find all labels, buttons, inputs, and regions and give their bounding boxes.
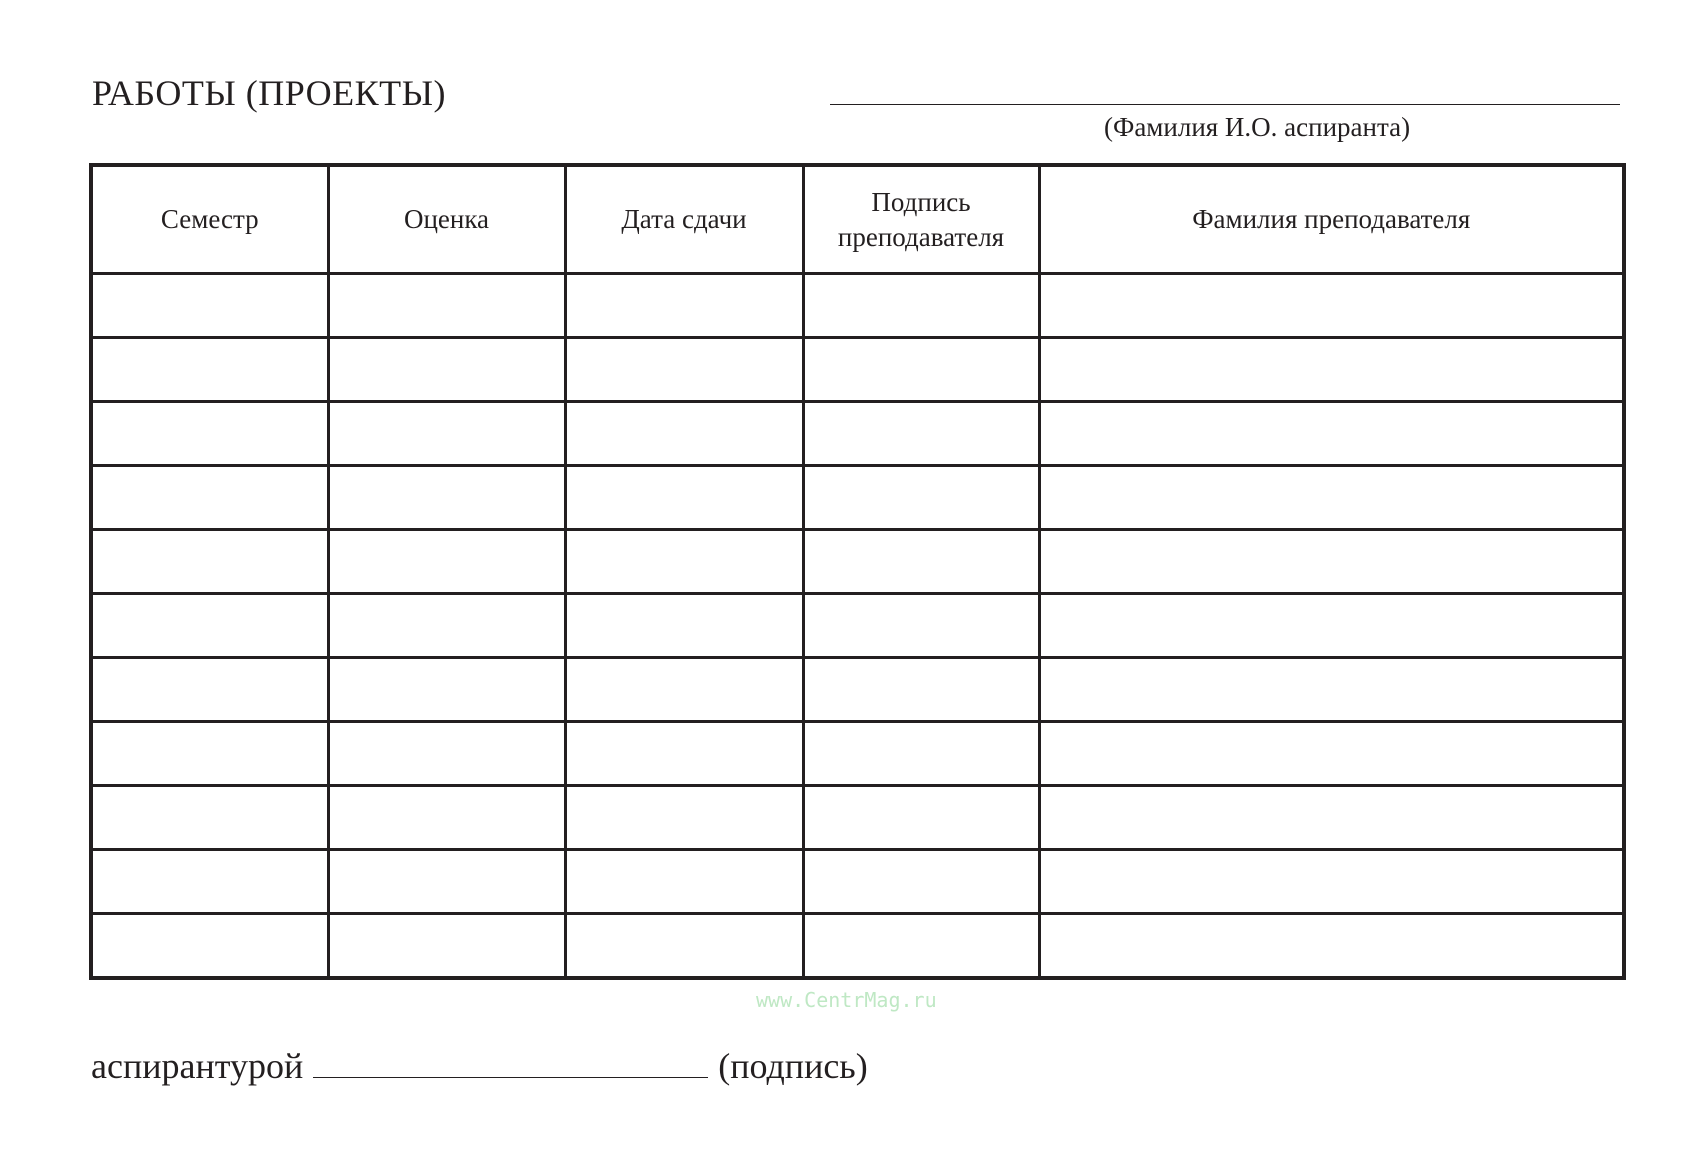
table-cell[interactable] bbox=[328, 466, 565, 530]
grades-table bbox=[89, 163, 1626, 980]
table-cell[interactable] bbox=[565, 466, 803, 530]
table-cell[interactable] bbox=[803, 658, 1039, 722]
table-row bbox=[91, 338, 1624, 402]
table-cell[interactable] bbox=[1039, 914, 1624, 979]
table-cell[interactable] bbox=[803, 850, 1039, 914]
table-cell[interactable] bbox=[565, 850, 803, 914]
table-row bbox=[91, 914, 1624, 979]
table-cell[interactable] bbox=[1039, 530, 1624, 594]
table-cell[interactable] bbox=[91, 466, 328, 530]
table-cell[interactable] bbox=[328, 914, 565, 979]
table-cell[interactable] bbox=[1039, 594, 1624, 658]
footer-signature bbox=[91, 1045, 868, 1087]
table-cell[interactable] bbox=[91, 786, 328, 850]
student-name-line[interactable] bbox=[830, 104, 1620, 105]
table-row bbox=[91, 274, 1624, 338]
table-cell[interactable] bbox=[1039, 402, 1624, 466]
footer-label: аспирантурой bbox=[91, 1046, 304, 1086]
table-cell[interactable] bbox=[328, 274, 565, 338]
table-cell[interactable] bbox=[1039, 274, 1624, 338]
column-header-grade: Оценка bbox=[328, 165, 565, 274]
column-header-submission-date: Дата сдачи bbox=[565, 165, 803, 274]
table-cell[interactable] bbox=[803, 914, 1039, 979]
watermark: www.CentrMag.ru bbox=[756, 988, 937, 1012]
table-cell[interactable] bbox=[1039, 658, 1624, 722]
table-body bbox=[91, 274, 1624, 979]
table-row bbox=[91, 786, 1624, 850]
table-cell[interactable] bbox=[91, 594, 328, 658]
table-cell[interactable] bbox=[565, 274, 803, 338]
table-cell[interactable] bbox=[565, 786, 803, 850]
table-row bbox=[91, 658, 1624, 722]
table-cell[interactable] bbox=[1039, 722, 1624, 786]
table-cell[interactable] bbox=[91, 530, 328, 594]
table-cell[interactable] bbox=[803, 594, 1039, 658]
table-cell[interactable] bbox=[803, 402, 1039, 466]
table-cell[interactable] bbox=[328, 786, 565, 850]
table-cell[interactable] bbox=[328, 338, 565, 402]
table-row bbox=[91, 466, 1624, 530]
table-cell[interactable] bbox=[1039, 786, 1624, 850]
table-cell[interactable] bbox=[1039, 338, 1624, 402]
table-cell[interactable] bbox=[1039, 850, 1624, 914]
table-cell[interactable] bbox=[803, 338, 1039, 402]
table-cell[interactable] bbox=[328, 530, 565, 594]
table-cell[interactable] bbox=[565, 338, 803, 402]
column-header-teacher-surname: Фамилия преподавателя bbox=[1039, 165, 1624, 274]
table-cell[interactable] bbox=[803, 786, 1039, 850]
table-row bbox=[91, 402, 1624, 466]
student-name-caption: (Фамилия И.О. аспиранта) bbox=[1104, 112, 1411, 142]
signature-line[interactable] bbox=[313, 1077, 708, 1078]
column-header-semester: Семестр bbox=[91, 165, 328, 274]
table-cell[interactable] bbox=[91, 274, 328, 338]
table-row bbox=[91, 530, 1624, 594]
table-header-row bbox=[91, 165, 1624, 274]
column-header-teacher-signature: Подпись преподавателя bbox=[803, 165, 1039, 274]
table-cell[interactable] bbox=[565, 594, 803, 658]
table-row bbox=[91, 594, 1624, 658]
table-cell[interactable] bbox=[91, 850, 328, 914]
footer-caption: (подпись) bbox=[718, 1046, 868, 1086]
table-cell[interactable] bbox=[328, 850, 565, 914]
table-cell[interactable] bbox=[803, 466, 1039, 530]
table-row bbox=[91, 722, 1624, 786]
table-cell[interactable] bbox=[803, 274, 1039, 338]
table-cell[interactable] bbox=[1039, 466, 1624, 530]
table-cell[interactable] bbox=[803, 530, 1039, 594]
table-cell[interactable] bbox=[91, 402, 328, 466]
table-row bbox=[91, 850, 1624, 914]
table-cell[interactable] bbox=[328, 722, 565, 786]
table-cell[interactable] bbox=[565, 914, 803, 979]
table-cell[interactable] bbox=[91, 658, 328, 722]
table-cell[interactable] bbox=[803, 722, 1039, 786]
table-cell[interactable] bbox=[565, 530, 803, 594]
table-cell[interactable] bbox=[91, 914, 328, 979]
table-cell[interactable] bbox=[328, 658, 565, 722]
table-cell[interactable] bbox=[91, 722, 328, 786]
page-title: РАБОТЫ (ПРОЕКТЫ) bbox=[92, 73, 447, 113]
table-cell[interactable] bbox=[328, 402, 565, 466]
table-cell[interactable] bbox=[565, 658, 803, 722]
table-cell[interactable] bbox=[565, 722, 803, 786]
table-cell[interactable] bbox=[91, 338, 328, 402]
table-cell[interactable] bbox=[565, 402, 803, 466]
table-cell[interactable] bbox=[328, 594, 565, 658]
